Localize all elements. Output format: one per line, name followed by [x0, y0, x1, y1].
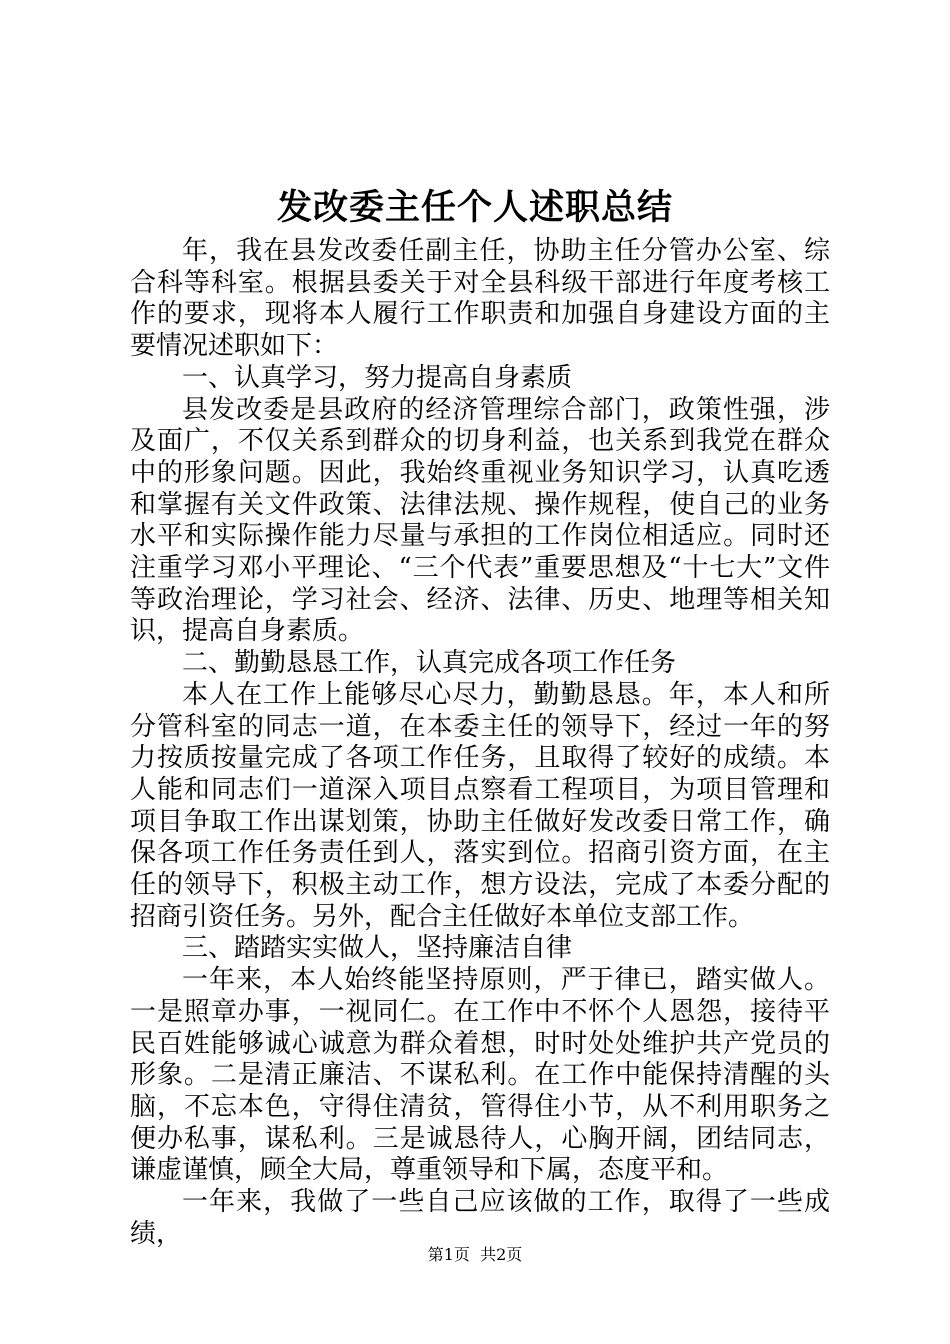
page-number-label: 第1页 共2页 [427, 1245, 523, 1264]
section-heading-2: 二、勤勤恳恳工作，认真完成各项工作任务 [182, 648, 677, 679]
section-heading-3: 三、踏踏实实做人，坚持廉洁自律 [182, 933, 573, 964]
paragraph-section-2: 本人在工作上能够尽心尽力，勤勤恳恳。年，本人和所分管科室的同志一道，在本委主任的领导下，经过一年的努力按质按量完成了各项工作任务，且取得了较好的成绩。本人能和同志们一道深入项目点察看工程项目，为项目管理和项目争取工作出谋划策，协助主任做好发改委日常工作，确保各项工作任务责任到人，落实到位。招商引资方面，在主任的领导下，积极主动工作，想方设法，完成了本委分配的招商引资任务。另外，配合主任做好本单位支部工作。 [130, 679, 830, 932]
page-footer [0, 1244, 950, 1266]
section-heading-1: 一、认真学习，努力提高自身素质 [182, 362, 573, 393]
paragraph-intro: 年，我在县发改委任副主任，协助主任分管办公室、综合科等科室。根据县委关于对全县科级干部进行年度考核工作的要求，现将本人履行工作职责和加强自身建设方面的主要情况述职如下： [130, 236, 830, 362]
document-title: 发改委主任个人述职总结 [276, 187, 673, 228]
paragraph-section-1: 县发改委是县政府的经济管理综合部门，政策性强，涉及面广，不仅关系到群众的切身利益，也关系到我党在群众中的形象问题。因此，我始终重视业务知识学习，认真吃透和掌握有关文件政策、法律法规、操作规程，使自己的业务水平和实际操作能力尽量与承担的工作岗位相适应。同时还注重学习邓小平理论、“三个代表”重要思想及“十七大”文件等政治理论，学习社会、经济、法律、历史、地理等相关知识，提高自身素质。 [130, 394, 830, 647]
document-body [130, 236, 830, 1251]
paragraph-closing: 一年来，我做了一些自己应该做的工作，取得了一些成绩， [130, 1187, 830, 1249]
paragraph-section-3: 一年来，本人始终能坚持原则，严于律已，踏实做人。一是照章办事，一视同仁。在工作中不怀个人恩怨，接待平民百姓能够诚心诚意为群众着想，时时处处维护共产党员的形象。二是清正廉洁、不谋私利。在工作中能保持清醒的头脑，不忘本色，守得住清贫，管得住小节，从不利用职务之便办私事，谋私利。三是诚恳待人，心胸开阔，团结同志，谦虚谨慎，顾全大局，尊重领导和下属，态度平和。 [130, 965, 830, 1186]
